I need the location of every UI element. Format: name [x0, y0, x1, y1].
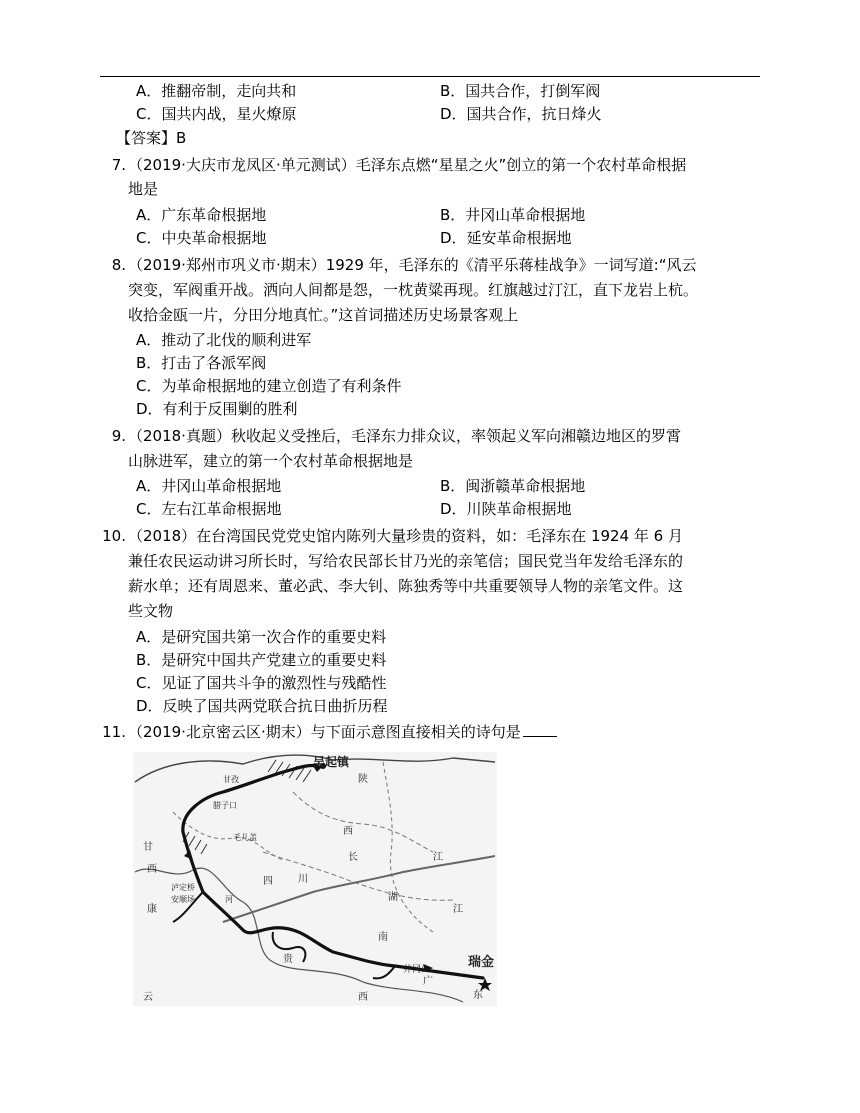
q6-option-c: C．国共内战，星火燎原: [136, 105, 297, 123]
map-label-kang: 康: [147, 904, 157, 915]
map-label-xi-3: 西: [147, 864, 157, 875]
q9-stem-line-2: 山脉进军，建立的第一个农村革命根据地是: [128, 452, 414, 470]
map-background: [133, 752, 497, 1006]
map-label-dong: 东: [473, 990, 483, 1001]
q8-stem-line-3: 收拾金瓯一片，分田分地真忙。”这首词描述历史场景客观上: [128, 306, 519, 324]
map-label-xi-2: 西: [358, 992, 368, 1003]
q8-stem-line-1: （2019·郑州市巩义市·期末）1929 年，毛泽东的《清平乐蒋桂战争》一词写道:“风云: [128, 256, 697, 274]
map-label-guang: 广: [423, 976, 433, 987]
map-label-ludingqiao: 泸定桥: [171, 883, 195, 892]
long-march-map: [133, 752, 497, 1006]
map-label-anshunchang: 安顺场: [171, 895, 195, 904]
map-label-hu: 湖: [388, 892, 398, 903]
q6-option-d: D．国共合作，抗日烽火: [440, 105, 602, 123]
q7-stem-line-1: （2019·大庆市龙凤区·单元测试）毛泽东点燃“星星之火”创立的第一个农村革命根据: [128, 156, 687, 174]
map-label-jiang-2: 江: [453, 904, 463, 915]
q11-number: 11.: [102, 723, 126, 741]
q10-option-d: D．反映了国共两党联合抗日曲折历程: [136, 697, 388, 715]
map-label-maoergai: 毛儿盖: [233, 833, 257, 842]
q7-stem-line-2: 地是: [128, 180, 159, 198]
map-label-lazikou: 腊子口: [213, 801, 237, 810]
map-label-chang: 长: [348, 852, 358, 863]
q6-option-b: B．国共合作，打倒军阀: [440, 82, 601, 100]
q7-option-c: C．中央革命根据地: [136, 229, 267, 247]
q6-answer: 【答案】B: [116, 129, 187, 147]
map-label-gan: 甘: [143, 842, 153, 853]
q10-option-a: A．是研究国共第一次合作的重要史料: [136, 628, 387, 646]
map-label-xi: 西: [343, 826, 353, 837]
q10-stem-line-3: 薪水单；还有周恩来、董必武、李大钊、陈独秀等中共重要领导人物的亲笔文件。这: [128, 577, 684, 595]
q8-option-c: C．为革命根据地的建立创造了有利条件: [136, 377, 402, 395]
q8-option-a: A．推动了北伐的顺利进军: [136, 331, 312, 349]
q10-option-c: C．见证了国共斗争的激烈性与残酷性: [136, 674, 387, 692]
q10-stem-line-1: （2018）在台湾国民党党史馆内陈列大量珍贵的资料，如：毛泽东在 1924 年 6 月: [128, 527, 683, 545]
q10-stem-line-4: 些文物: [128, 602, 174, 620]
q7-option-b: B．井冈山革命根据地: [440, 206, 586, 224]
q8-stem-line-2: 突变，军阀重开战。洒向人间都是怨，一枕黄粱再现。红旗越过汀江，直下龙岩上杭。: [128, 281, 699, 299]
q9-option-c: C．左右江革命根据地: [136, 500, 282, 518]
q10-option-b: B．是研究中国共产党建立的重要史料: [136, 651, 387, 669]
q9-number: 9.: [111, 427, 126, 445]
q9-option-a: A．井冈山革命根据地: [136, 477, 282, 495]
map-label-ganzi: 甘孜: [223, 775, 239, 784]
map-label-ruijin: 瑞金: [468, 955, 495, 970]
q9-stem-line-1: （2018·真题）秋收起义受挫后，毛泽东力排众议，率领起义军向湘赣边地区的罗霄: [128, 427, 681, 445]
map-label-he: 河: [225, 895, 233, 904]
q8-option-b: B．打击了各派军阀: [136, 354, 267, 372]
map-label-nan: 南: [378, 932, 388, 943]
q6-option-a: A．推翻帝制，走向共和: [136, 82, 297, 100]
q7-option-d: D．延安革命根据地: [440, 229, 572, 247]
q8-option-d: D．有利于反围剿的胜利: [136, 400, 298, 418]
map-label-yun: 云: [143, 992, 153, 1003]
q7-option-a: A．广东革命根据地: [136, 206, 267, 224]
q9-option-b: B．闽浙赣革命根据地: [440, 477, 586, 495]
map-label-jiang: 江: [433, 852, 443, 863]
q10-number: 10.: [102, 527, 126, 545]
q11-stem: [128, 721, 557, 743]
q11-stem-text: （2019·北京密云区·期末）与下面示意图直接相关的诗句是: [128, 723, 521, 741]
q9-option-d: D．川陕革命根据地: [440, 500, 572, 518]
header-rule: [100, 76, 760, 77]
answer-blank: [523, 722, 557, 737]
map-label-jinggangshan: 井冈山: [403, 965, 431, 975]
map-label-chuan: 川: [298, 874, 308, 885]
q10-stem-line-2: 兼任农民运动讲习所长时，写给农民部长甘乃光的亲笔信；国民党当年发给毛泽东的: [128, 552, 684, 570]
map-label-shan: 陕: [358, 774, 368, 785]
map-label-wuqizhen: 吴起镇: [313, 755, 350, 769]
map-label-gui: 贵: [283, 954, 293, 965]
q7-number: 7.: [111, 156, 126, 174]
q8-number: 8.: [111, 256, 126, 274]
map-label-si: 四: [263, 876, 273, 887]
